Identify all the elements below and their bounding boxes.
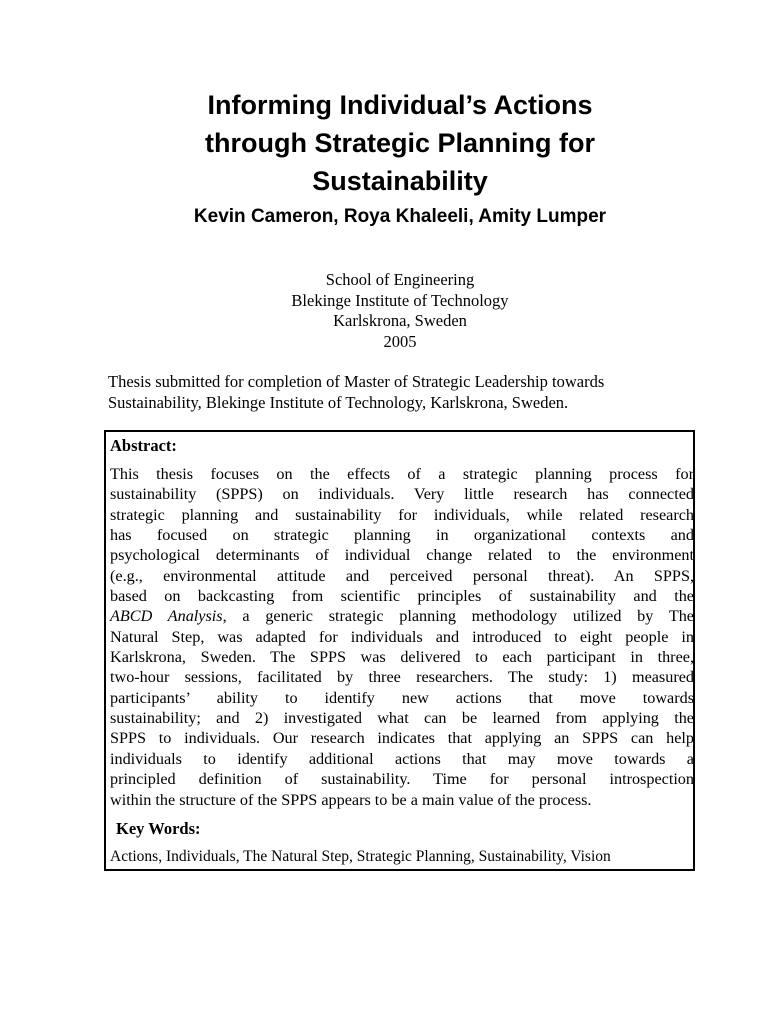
keywords-list: Actions, Individuals, The Natural Step, Strategic Planning, Sustainability, Vision xyxy=(110,848,611,865)
affiliation-institute: Blekinge Institute of Technology xyxy=(291,290,509,310)
abstract-line: psychological determinants of individual change related to the environment xyxy=(110,546,694,565)
abstract-line: principled definition of sustainability. Time for personal introspection xyxy=(110,770,694,789)
thesis-line-1: Thesis submitted for completion of Master of Strategic Leadership towards xyxy=(108,372,605,391)
keywords-heading: Key Words: xyxy=(116,819,201,838)
thesis-statement xyxy=(108,372,708,413)
abstract-line: This thesis focuses on the effects of a strategic planning process for xyxy=(110,465,694,483)
affiliation-city: Karlskrona, Sweden xyxy=(333,311,467,330)
abstract-box xyxy=(104,430,695,871)
title-line-3: Sustainability xyxy=(312,166,488,196)
abstract-line: Karlskrona, Sweden. The SPPS was delivered to each participant in three, xyxy=(110,648,694,667)
abstract-line-rest: , a generic strategic planning methodology utilized by The xyxy=(222,607,694,626)
abstract-line: has focused on strategic planning in organizational contexts and xyxy=(110,526,694,545)
abstract-heading: Abstract: xyxy=(110,436,177,455)
affiliation xyxy=(150,270,650,352)
abstract-line: based on backcasting from scientific principles of sustainability and the xyxy=(110,587,694,606)
abcd-analysis-term: ABCD Analysis xyxy=(110,607,223,626)
abstract-line: participants’ ability to identify new actions that move towards xyxy=(110,688,694,707)
abstract-line: sustainability (SPPS) on individuals. Very little research has connected xyxy=(110,485,694,504)
title-line-1: Informing Individual’s Actions xyxy=(207,90,593,120)
abstract-line: two-hour sessions, facilitated by three researchers. The study: 1) measured xyxy=(110,668,694,687)
affiliation-school: School of Engineering xyxy=(325,270,475,289)
abstract-body xyxy=(110,464,694,810)
abstract-line: individuals to identify additional actions that may move towards a xyxy=(110,749,694,768)
abstract-line: strategic planning and sustainability for individuals, while related research xyxy=(110,505,694,524)
paper-title xyxy=(95,86,705,200)
abstract-line: SPPS to individuals. Our research indicates that applying an SPPS can help xyxy=(110,729,694,748)
author-list: Kevin Cameron, Roya Khaleeli, Amity Lumper xyxy=(193,206,607,227)
thesis-line-2: Sustainability, Blekinge Institute of Technology, Karlskrona, Sweden. xyxy=(108,392,569,412)
affiliation-year: 2005 xyxy=(383,331,417,351)
abstract-line: Natural Step, was adapted for individuals and introduced to eight people in xyxy=(110,627,694,646)
title-line-2: through Strategic Planning for xyxy=(205,128,595,158)
abstract-line: within the structure of the SPPS appears to be a main value of the process. xyxy=(110,790,592,809)
abstract-line-with-italic xyxy=(110,606,694,626)
abstract-line: (e.g., environmental attitude and perceived personal threat). An SPPS, xyxy=(110,566,694,585)
abstract-line: sustainability; and 2) investigated what can be learned from applying the xyxy=(110,709,694,728)
